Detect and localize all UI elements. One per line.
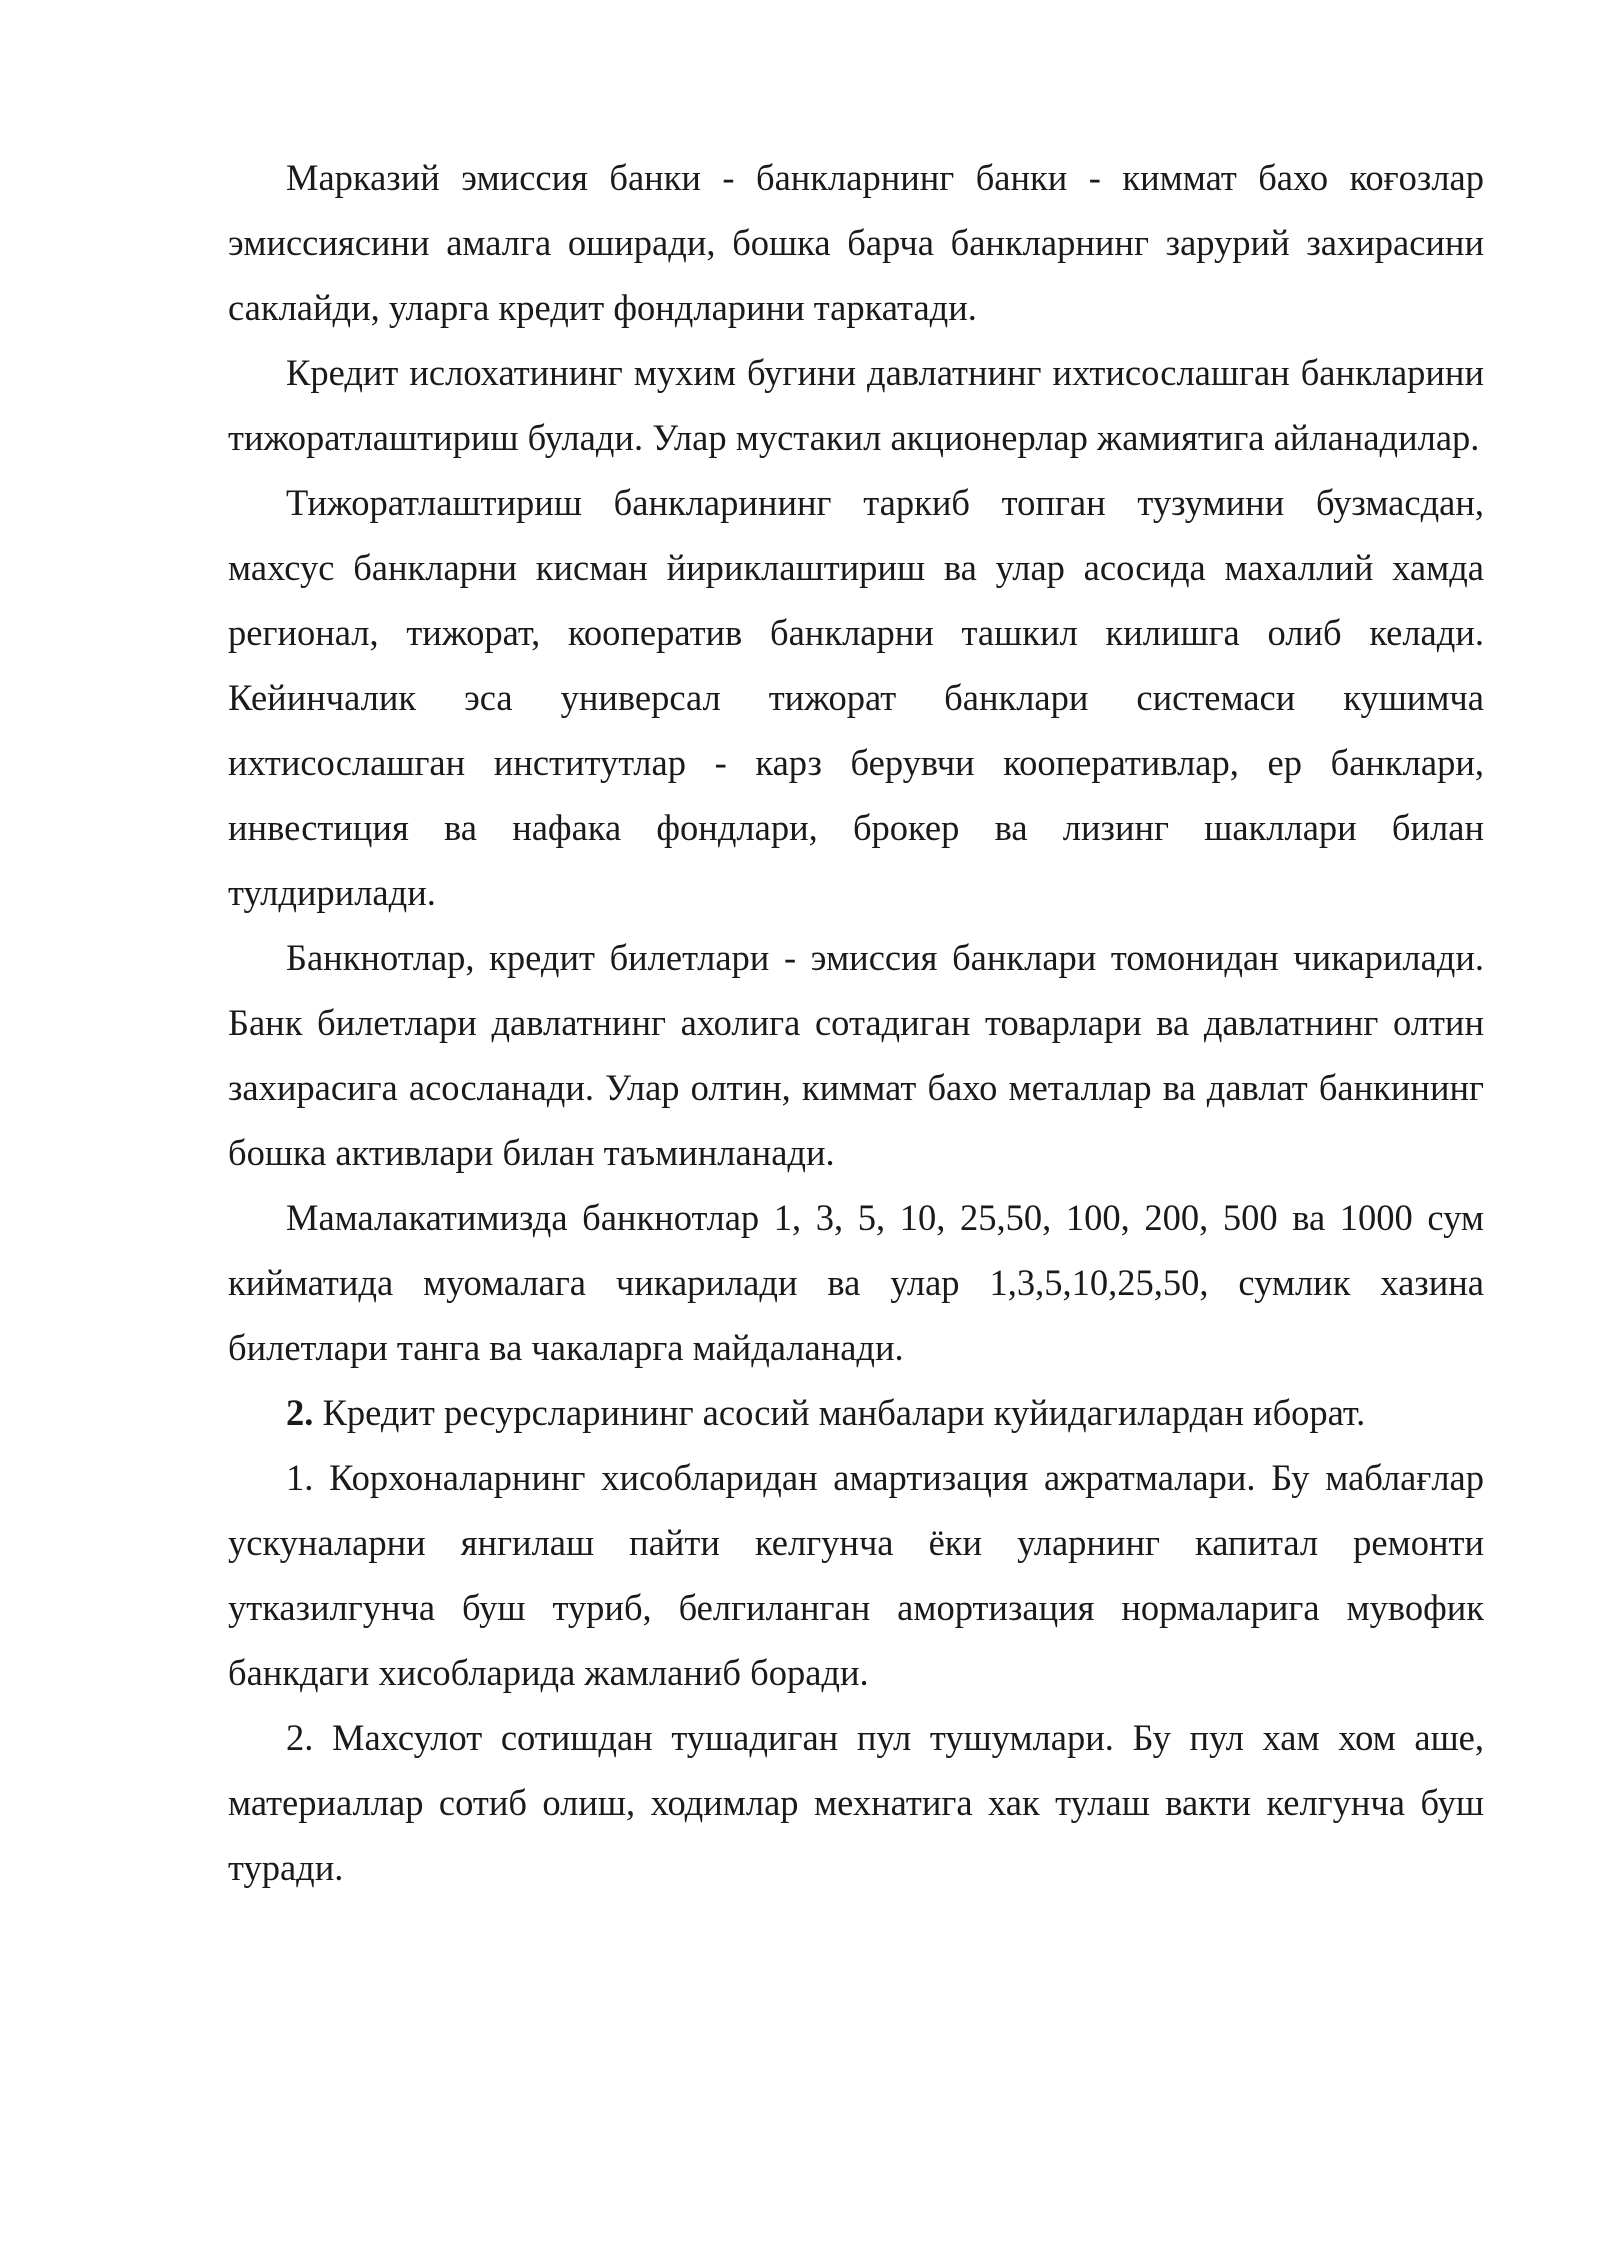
paragraph-commercialization: Тижоратлаштириш банкларининг таркиб топган тузумини бузмасдан, махсус банкларни кисман йириклаштириш ва улар асосида махаллий хамда регионал, тижорат, кооператив банкларни ташкил килишга олиб келади. Кейинчалик эса универсал тижорат банклари системаси кушимча ихтисослашган институтлар - карз берувчи кооперативлар, ер банклари, инвестиция ва нафака фондлари, брокер ва лизинг шакллари билан тулдирилади. <box>228 482 1484 913</box>
paragraph-central-bank: Марказий эмиссия банки - банкларнинг банки - киммат бахо коғозлар эмиссиясини амалга оширади, бошка барча банкларнинг зарурий захирасини саклайди, уларга кредит фондларини таркатади. <box>228 157 1484 328</box>
document-body <box>228 145 1484 1900</box>
list-item-number: 2. <box>286 1717 314 1758</box>
list-item-number: 1. <box>286 1457 314 1498</box>
section-number: 2. <box>286 1392 314 1433</box>
paragraph-credit-reform: Кредит ислохатининг мухим бугини давлатнинг ихтисослашган банкларини тижоратлаштириш булади. Улар мустакил акционерлар жамиятига айланадилар. <box>228 352 1484 458</box>
paragraph-denominations: Мамалакатимизда банкнотлар 1, 3, 5, 10, 25,50, 100, 200, 500 ва 1000 сум кийматида муомалага чикарилади ва улар 1,3,5,10,25,50, сумлик хазина билетлари танга ва чакаларга майдаланади. <box>228 1197 1484 1368</box>
list-item <box>228 1445 1484 1705</box>
section-text: Кредит ресурсларининг асосий манбалари куйидагилардан иборат. <box>322 1392 1366 1433</box>
list-item <box>228 1705 1484 1900</box>
list-item-text: Махсулот сотишдан тушадиган пул тушумлари. Бу пул хам хом аше, материаллар сотиб олиш, ходимлар мехнатига хак тулаш вакти келгунча буш туради. <box>228 1717 1485 1888</box>
section-heading-credit-resources <box>228 1380 1484 1445</box>
list-item-text: Корхоналарнинг хисобларидан амартизация ажратмалари. Бу маблағлар ускуналарни янгилаш пайти келгунча ёки уларнинг капитал ремонти утказилгунча буш туриб, белгиланган амортизация нормаларига мувофик банкдаги хисобларида жамланиб боради. <box>228 1457 1484 1693</box>
paragraph-banknotes: Банкнотлар, кредит билетлари - эмиссия банклари томонидан чикарилади. Банк билетлари давлатнинг ахолига сотадиган товарлари ва давлатнинг олтин захирасига асосланади. Улар олтин, киммат бахо металлар ва давлат банкининг бошка активлари билан таъминланади. <box>228 937 1484 1173</box>
